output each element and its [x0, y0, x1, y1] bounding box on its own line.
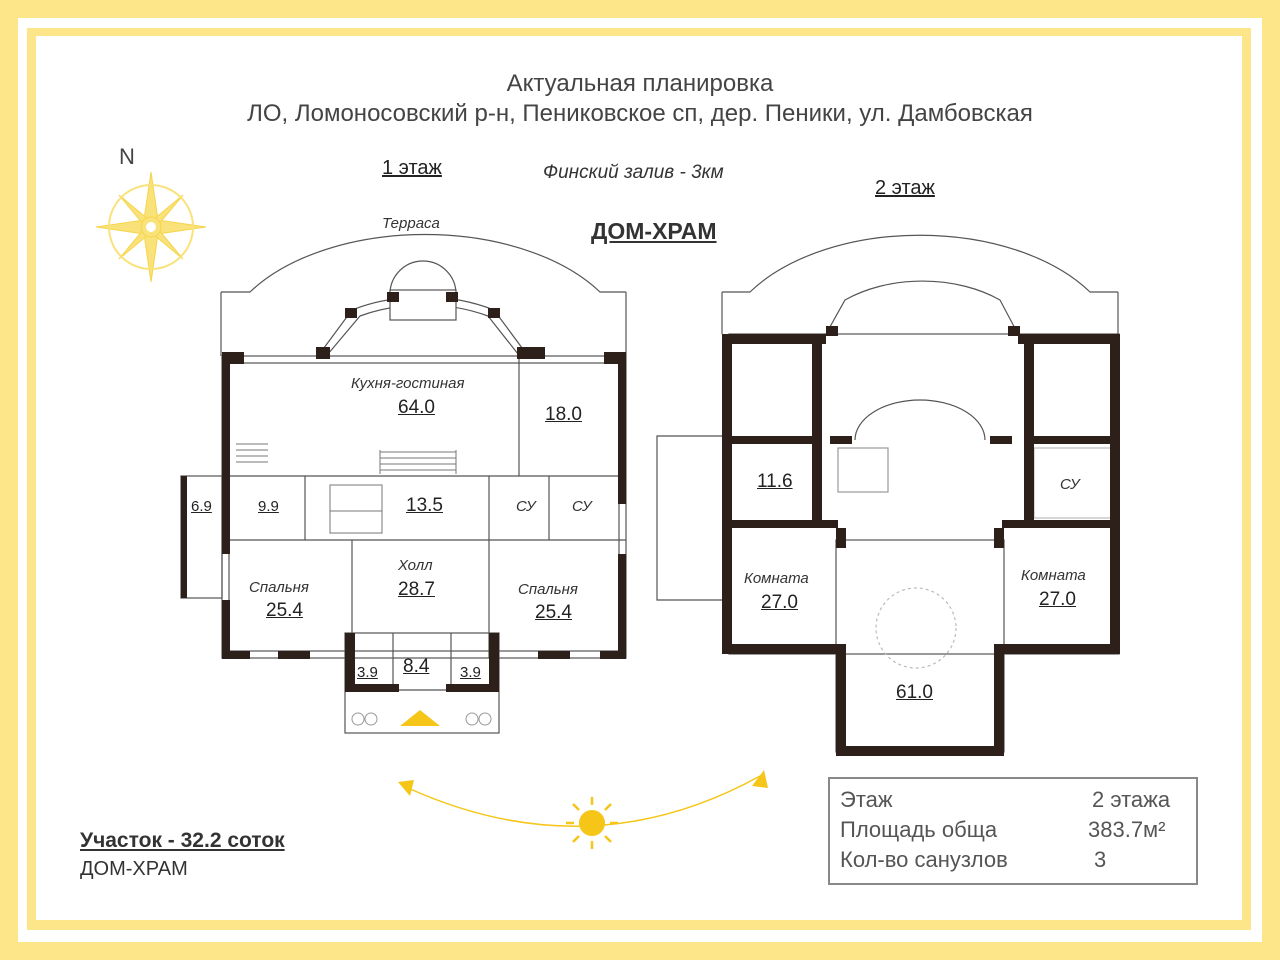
house-type-label: ДОМ-ХРАМ	[591, 218, 717, 244]
compass-icon	[96, 172, 206, 282]
sunrise-arrow-icon	[398, 780, 414, 796]
bedroom-left-area: 25.4	[266, 600, 303, 621]
floor1-label: 1 этаж	[382, 157, 442, 179]
room-61-area: 61.0	[896, 682, 933, 703]
info-baths-label: Кол-во санузлов	[840, 847, 1008, 872]
bedroom-left-name: Спальня	[249, 579, 309, 596]
info-baths-value: 3	[1094, 847, 1107, 872]
info-area-value: 383.7м²	[1088, 817, 1166, 842]
info-area-label: Площадь обща	[840, 817, 998, 842]
room-left-name: Комната	[744, 570, 809, 587]
bedroom-right-area: 25.4	[535, 602, 572, 623]
sun-path	[398, 770, 768, 849]
info-box	[828, 777, 1198, 885]
gulf-label: Финский залив - 3км	[543, 162, 724, 183]
bedroom-right-name: Спальня	[518, 581, 578, 598]
info-floors-value: 2 этажа	[1092, 787, 1171, 812]
entrance-arrow-icon	[400, 710, 440, 726]
room-18-area: 18.0	[545, 404, 582, 425]
floor2-bath-label: СУ	[1060, 476, 1080, 493]
plot-title: Участок - 32.2 соток	[80, 829, 285, 852]
kitchen-name: Кухня-гостиная	[351, 375, 465, 392]
kitchen-area: 64.0	[398, 397, 435, 418]
room-6-9-area: 6.9	[191, 498, 212, 515]
info-floors-label: Этаж	[840, 787, 893, 812]
hall-name: Холл	[398, 557, 433, 574]
sun-icon	[566, 797, 618, 849]
plot-subtitle: ДОМ-ХРАМ	[80, 858, 188, 880]
north-label: N	[119, 144, 135, 169]
room-11-6-area: 11.6	[757, 471, 793, 492]
room-right-area: 27.0	[1039, 589, 1076, 610]
floor1-walls	[181, 292, 626, 692]
floor2-label: 2 этаж	[875, 177, 935, 199]
room-right-name: Комната	[1021, 567, 1086, 584]
vestibule-area: 8.4	[403, 656, 430, 677]
bath2-label: СУ	[572, 498, 592, 515]
closet-right-area: 3.9	[460, 664, 481, 681]
terrace-label: Терраса	[382, 215, 440, 232]
room-left-area: 27.0	[761, 592, 798, 613]
hall-area: 28.7	[398, 579, 435, 600]
room-9-9-area: 9.9	[258, 498, 279, 515]
bath1-label: СУ	[516, 498, 536, 515]
page-title: Актуальная планировка	[506, 70, 774, 97]
closet-left-area: 3.9	[357, 664, 378, 681]
address: ЛО, Ломоносовский р-н, Пениковское сп, дер. Пеники, ул. Дамбовская	[247, 100, 1033, 127]
room-13-5-area: 13.5	[406, 495, 443, 516]
